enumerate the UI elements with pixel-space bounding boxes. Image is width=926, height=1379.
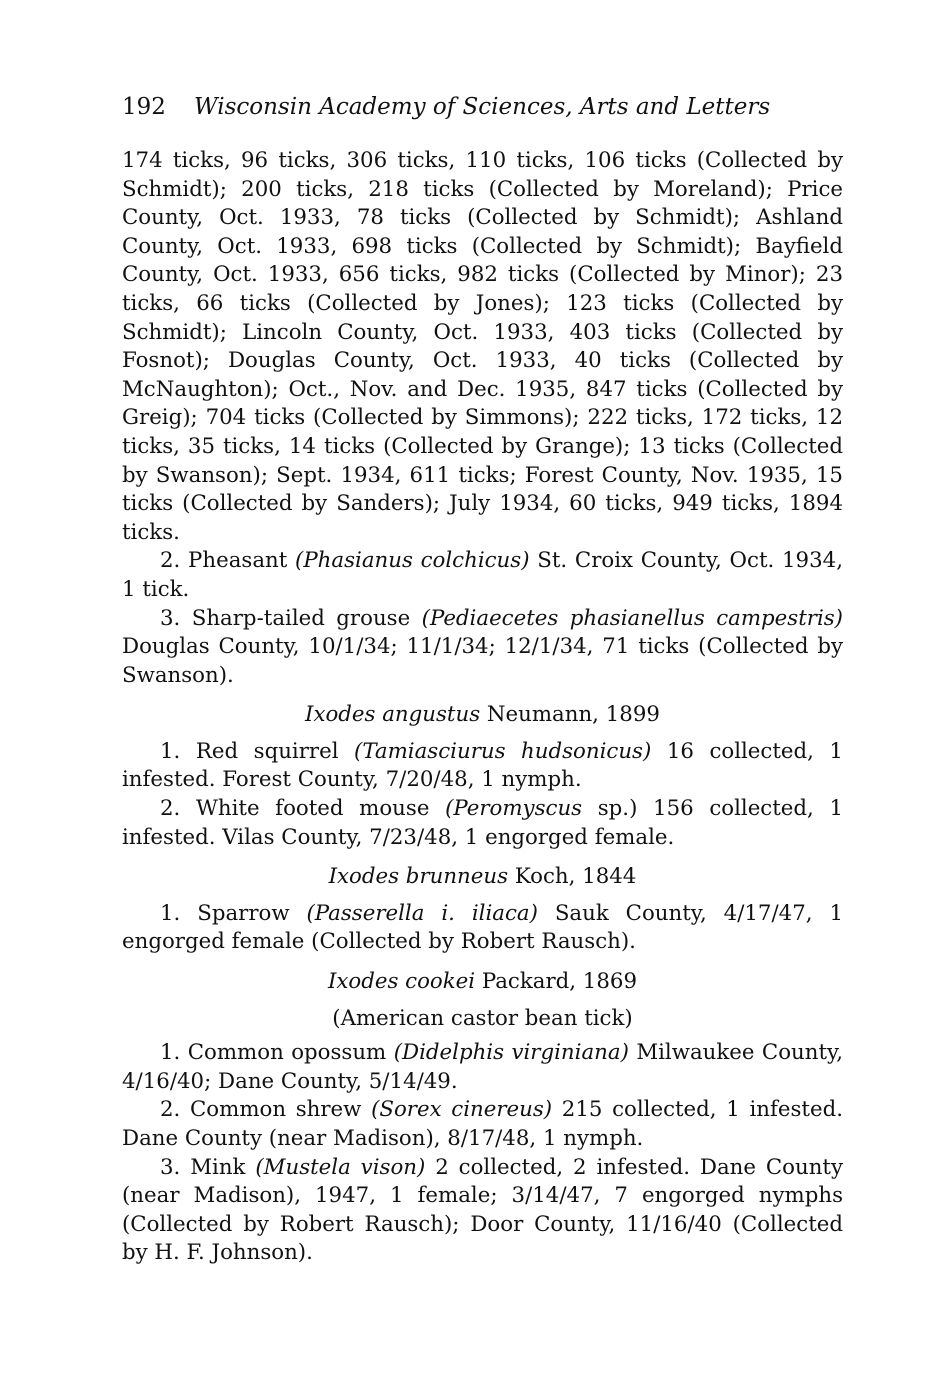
species-authority: Packard, 1869 [481,969,637,995]
journal-title: Wisconsin Academy of Sciences, Arts and Letters [194,94,771,120]
species-name: Ixodes cookei [327,969,476,995]
host-entry-scientific-name: (Peromyscus [445,796,583,822]
species-name: Ixodes angustus [305,702,481,728]
host-entry-details: Milwaukee County, 4/16/40; Dane County, 5/14/49. [122,1040,843,1094]
host-entry-scientific-name: (Didelphis virginiana) [393,1040,629,1066]
host-entry-lead: 1. Sparrow [160,900,290,926]
article-body [122,147,843,1268]
host-entry-scientific-name: (Passerella i. iliaca) [306,900,538,926]
page-number: 192 [122,94,166,120]
host-entry-lead: 3. Mink [160,1154,246,1180]
species-heading-ixodes-cookei [122,968,843,997]
host-entry-lead: 2. White footed mouse [160,796,430,822]
species-heading-ixodes-angustus [122,701,843,730]
host-entry-scientific-name: (Sorex cinereus) [371,1097,553,1123]
species-heading-ixodes-brunneus [122,863,843,892]
host-entry-details: Douglas County, 10/1/34; 11/1/34; 12/1/34, 71 ticks (Collected by Swanson). [122,634,843,688]
host-entry-common-opossum [122,1039,843,1096]
host-entry-scientific-name: (Mustela vison) [255,1154,426,1180]
host-entry-scientific-name: (Phasianus colchicus) [295,548,530,574]
host-entry-lead: 1. Common opossum [160,1040,387,1066]
species-authority: Neumann, 1899 [486,702,660,728]
species-common-name: (American castor bean tick) [332,1005,633,1031]
species-authority: Koch, 1844 [514,864,637,890]
host-entry-white-footed-mouse [122,795,843,852]
host-entry-details: 16 collected, 1 infested. Forest County, 7/20/48, 1 nymph. [122,738,843,793]
opening-paragraph: 174 ticks, 96 ticks, 306 ticks, 110 ticks, 106 ticks (Collected by Schmidt); 200 ticks, 218 ticks (Collected by Moreland); Price County, Oct. 1933, 78 ticks (Collected by Schmidt); Ashland County, Oct. 1933, 698 ticks (Collected by Schmidt); Bayfield County, Oct. 1933, 656 ticks, 982 ticks (Collected by Minor); 23 ticks, 66 ticks (Collected by Jones); 123 ticks (Collected by Schmidt); Lincoln County, Oct. 1933, 403 ticks (Collected by Fosnot); Douglas County, Oct. 1933, 40 ticks (Collected by McNaughton); Oct., Nov. and Dec. 1935, 847 ticks (Collected by Greig); 704 ticks (Collected by Simmons); 222 ticks, 172 ticks, 12 ticks, 35 ticks, 14 ticks (Collected by Grange); 13 ticks (Collected by Swanson); Sept. 1934, 611 ticks; Forest County, Nov. 1935, 15 ticks (Collected by Sanders); July 1934, 60 ticks, 949 ticks, 1894 ticks. [122,148,843,545]
host-entry-details: 215 collected, 1 infested. Dane County (near Madison), 8/17/48, 1 nymph. [122,1097,843,1151]
host-entry-lead: 3. Sharp-tailed grouse [160,605,411,631]
host-entry-scientific-name: (Pediaecetes phasianellus campestris) [421,605,843,631]
running-header [122,92,842,122]
host-entry-mink [122,1154,843,1268]
host-entry-red-squirrel [122,738,843,795]
host-entry-lead: 2. Common shrew [160,1097,362,1123]
host-entry-lead: 1. Red squirrel [160,738,339,764]
host-entry-sharp-tailed-grouse [122,605,843,691]
host-entry-sparrow [122,900,843,957]
species-name: Ixodes brunneus [328,864,509,890]
host-entry-lead: 2. Pheasant [160,548,288,574]
host-entry-pheasant [122,547,843,604]
host-entry-details: 2 collected, 2 infested. Dane County (near Madison), 1947, 1 female; 3/14/47, 7 engorged nymphs (Collected by Robert Rausch); Door County, 11/16/40 (Collected by H. F. Johnson). [122,1154,843,1266]
host-entry-details: Sauk County, 4/17/47, 1 engorged female (Collected by Robert Rausch). [122,900,843,955]
host-entry-common-shrew [122,1096,843,1153]
host-entry-scientific-name: (Tamiasciurus hudsonicus) [354,738,652,764]
host-entry-details: St. Croix County, Oct. 1934, 1 tick. [122,548,843,602]
host-entry-details: sp.) 156 collected, 1 infested. Vilas County, 7/23/48, 1 engorged female. [122,796,843,850]
